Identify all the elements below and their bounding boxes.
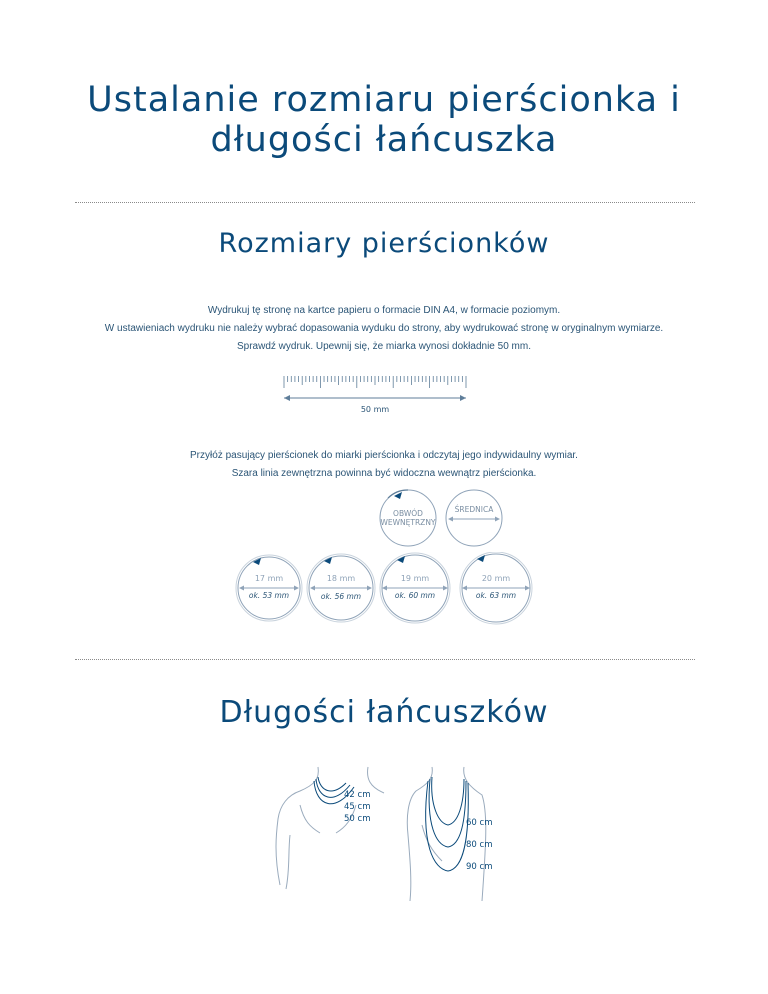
instruction-line-3: Sprawdź wydruk. Upewnij się, że miarka wynosi dokładnie 50 mm. <box>236 341 531 352</box>
ring-size-18 <box>307 554 375 622</box>
chain-length-label: 50 cm <box>344 814 371 824</box>
page-title-line-2: długości łańcuszka <box>210 120 558 160</box>
chain-length-label: 45 cm <box>344 802 371 812</box>
rings-heading: Rozmiary pierścionków <box>218 228 550 259</box>
legend-circumference-1: OBWÓD <box>393 509 423 518</box>
ring-size-17 <box>236 555 302 621</box>
print-instructions <box>0 302 768 356</box>
ring-diameter-label: 19 mm <box>400 574 430 583</box>
ring-circumference-label: ok. 56 mm <box>320 592 362 601</box>
chain-length-illustration <box>260 765 510 905</box>
ring-circumference-label: ok. 60 mm <box>394 591 436 600</box>
ring-arrow-icon <box>477 555 485 562</box>
apply-instructions <box>0 447 768 483</box>
diameter-circle <box>446 490 502 546</box>
ring-diameter-label: 20 mm <box>481 574 511 583</box>
chain-length-label: 60 cm <box>466 818 493 828</box>
apply-line-1: Przyłóż pasujący pierścionek do miarki pierścionka i odczytaj jego indywidaulny wymiar. <box>190 450 578 461</box>
divider-middle <box>75 659 695 660</box>
left-torso-sketch <box>276 767 384 889</box>
apply-line-2: Szara linia zewnętrzna powinna być widoczna wewnątrz pierścionka. <box>231 468 537 479</box>
ring-circumference-label: ok. 53 mm <box>248 591 290 600</box>
chain-length-label: 80 cm <box>466 840 493 850</box>
ruler-50mm <box>270 368 490 416</box>
ring-circumference-label: ok. 63 mm <box>475 591 517 600</box>
legend-circumference-2: WEWNĘTRZNY <box>380 518 436 527</box>
ring-diameter-label: 17 mm <box>254 574 284 583</box>
right-chains <box>426 777 469 871</box>
ring-diameter-label: 18 mm <box>326 574 356 583</box>
chain-length-label: 42 cm <box>344 790 371 800</box>
chains-heading: Długości łańcuszków <box>219 695 549 730</box>
ring-size-19 <box>380 553 450 623</box>
divider-top <box>75 202 695 203</box>
chain-length-label: 90 cm <box>466 862 493 872</box>
right-torso-sketch <box>407 767 486 901</box>
ring-size-20 <box>460 552 532 624</box>
instruction-line-2: W ustawieniach wydruku nie należy wybrać dopasowania wyduku do strony, aby wydrukować stronę w oryginalnym wymiarze. <box>104 323 664 334</box>
instruction-line-1: Wydrukuj tę stronę na kartce papieru o formacie DIN A4, w formacie poziomym. <box>207 305 561 316</box>
page-title <box>0 80 768 160</box>
ring-legend <box>360 488 510 552</box>
legend-diameter: ŚREDNICA <box>454 505 494 514</box>
ruler-label: 50 mm <box>360 405 390 414</box>
page-title-line-1: Ustalanie rozmiaru pierścionka i <box>87 80 681 120</box>
ring-size-chart <box>228 552 540 626</box>
